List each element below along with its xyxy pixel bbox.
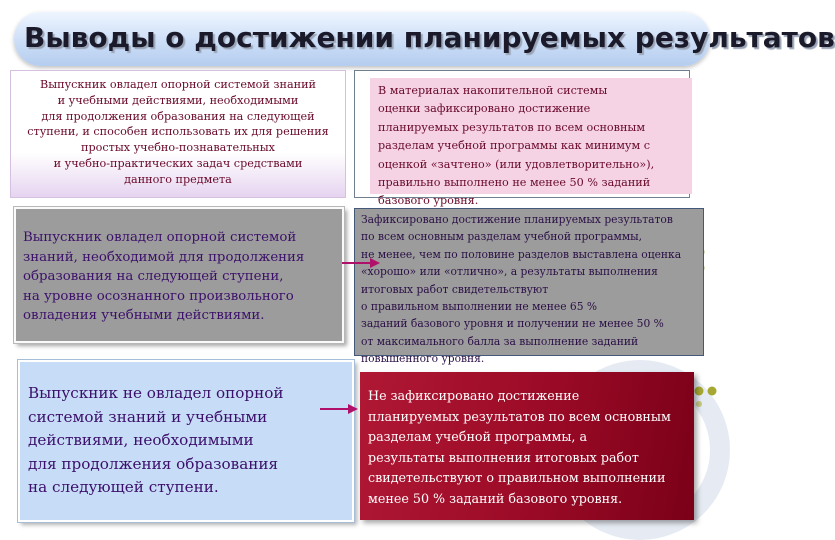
text-line: разделам учебной программы как минимум с	[378, 139, 651, 153]
text-line: менее 50 % заданий базового уровня.	[368, 490, 623, 506]
text-line: ступени, и способен использовать их для решения	[27, 125, 329, 139]
basic-level-description	[10, 70, 346, 198]
text-line: простых учебно-познавательных	[81, 141, 275, 155]
text-line: знаний, необходимой для продолжения	[23, 249, 305, 265]
text-line: оценкой «зачтено» (или удовлетворительно»),	[378, 157, 655, 171]
text-line: планируемых результатов по всем основным	[378, 120, 646, 134]
text-line: по всем основным разделам учебной программы,	[361, 230, 643, 244]
text-line: действиями, необходимыми	[28, 431, 254, 449]
text-line: итоговых работ свидетельствуют	[361, 282, 549, 296]
text-line: оценки зафиксировано достижение	[378, 102, 591, 116]
arrow-right-icon	[320, 402, 360, 416]
text-line: данного предмета	[124, 172, 232, 186]
page-title: Выводы о достижении планируемых результатов	[24, 21, 835, 54]
text-line: «хорошо» или «отлично», а результаты выполнения	[361, 265, 658, 279]
text-line: заданий базового уровня и получении не менее 50 %	[361, 317, 664, 331]
text-line: базового уровня.	[378, 194, 479, 208]
text-line: на уровне осознанного произвольного	[23, 288, 294, 304]
advanced-level-criteria	[354, 208, 704, 366]
text-line: Зафиксировано достижение планируемых результатов	[361, 213, 673, 226]
text-line: о правильном выполнении не менее 65 %	[361, 300, 598, 314]
text-line: системой знаний и учебными	[28, 407, 268, 426]
text-line: для продолжения образования на следующей	[41, 109, 315, 123]
text-line: и учебно-практических задач средствами	[53, 156, 303, 170]
text-line: свидетельствуют о правильном выполнении	[368, 470, 666, 486]
text-line: результаты выполнения итоговых работ	[368, 449, 639, 465]
text-line: для продолжения образования	[28, 454, 279, 473]
text-line: овладения учебными действиями.	[23, 308, 265, 324]
text-line: Выпускник овладел опорной системой	[23, 230, 297, 245]
advanced-level-description	[14, 207, 344, 343]
basic-level-criteria	[370, 78, 692, 208]
text-line: В материалах накопительной системы	[378, 84, 608, 97]
text-line: на следующей ступени.	[28, 478, 219, 496]
text-line: образования на следующей ступени,	[23, 269, 284, 285]
text-line: разделам учебной программы, а	[368, 429, 588, 445]
text-line: планируемых результатов по всем основным	[368, 408, 671, 424]
text-line: Выпускник овладел опорной системой знаний	[39, 78, 316, 91]
text-line: правильно выполнено не менее 50 % заданий	[378, 176, 651, 190]
text-line: не менее, чем по половине разделов выставлена оценка	[361, 247, 682, 261]
title-banner	[14, 12, 835, 66]
not-achieved-description	[18, 360, 354, 522]
text-line: Не зафиксировано достижение	[368, 388, 580, 403]
text-line: Выпускник не овладел опорной	[28, 384, 284, 402]
text-line: и учебными действиями, необходимыми	[57, 93, 299, 107]
text-line: повышенного уровня.	[361, 352, 485, 366]
arrow-right-icon	[342, 256, 382, 270]
not-achieved-criteria	[360, 372, 694, 520]
text-line: от максимального балла за выполнение заданий	[361, 334, 639, 348]
